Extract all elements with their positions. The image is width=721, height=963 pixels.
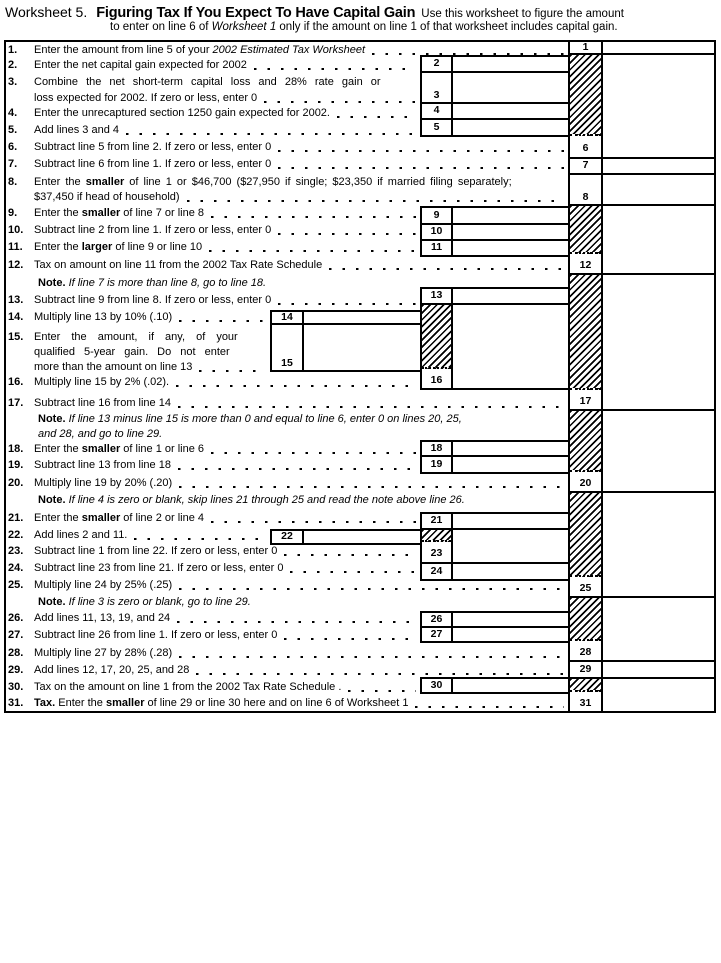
line-25-text	[34, 579, 566, 592]
line-8-text	[34, 176, 566, 189]
dot-leader	[264, 101, 416, 104]
line-25-note	[38, 596, 566, 609]
line-text-runs	[34, 346, 230, 359]
plain-text: of line 9 or line 10	[112, 241, 203, 253]
line-number-27: 27.	[8, 629, 24, 641]
dot-leader	[179, 588, 564, 591]
emphasis-text: smaller	[81, 443, 121, 455]
title-line2-pre: to enter on line 6 of	[110, 21, 212, 33]
line-text-runs	[34, 331, 238, 344]
line-31-text	[34, 697, 566, 710]
box-label-19: 19	[430, 457, 443, 470]
entry-cell-1[interactable]	[603, 40, 714, 53]
line-number-20: 20.	[8, 477, 24, 489]
line-text-runs	[34, 76, 381, 89]
entry-cell-24[interactable]	[453, 562, 566, 579]
dot-leader	[178, 468, 416, 471]
box-label-1: 1	[582, 40, 589, 53]
line-22-text	[34, 529, 268, 542]
line-20-note	[38, 494, 566, 507]
dot-leader	[196, 673, 564, 676]
plain-text: Subtract line 16 from line 14	[34, 397, 171, 409]
line-text-runs	[34, 612, 170, 625]
no-entry-hatch	[570, 493, 601, 577]
line-text-runs	[34, 224, 271, 237]
line-number-18: 18.	[8, 443, 24, 455]
line-number-28: 28.	[8, 647, 24, 659]
plain-text: of line 1 or line 6	[120, 443, 205, 455]
dot-leader	[290, 571, 416, 574]
line-text-runs	[34, 629, 277, 642]
plain-text: Enter the	[58, 697, 106, 709]
line-number-21: 21.	[8, 512, 24, 524]
line-number-7: 7.	[8, 158, 18, 170]
box-label-28: 28	[579, 645, 592, 658]
plain-text: Subtract line 6 from line 1. If zero or less, enter 0	[34, 158, 272, 170]
plain-text: Enter the	[34, 207, 82, 219]
line-number-4: 4.	[8, 107, 18, 119]
line-17-note	[38, 413, 566, 426]
line-8-text	[34, 191, 566, 204]
dot-leader	[134, 538, 266, 541]
line-28-text	[34, 647, 566, 660]
box-label-4: 4	[433, 104, 440, 116]
box-label-24: 24	[430, 564, 443, 577]
line-number-19: 19.	[8, 459, 24, 471]
dot-leader	[278, 150, 564, 153]
line-number-29: 29.	[8, 664, 24, 676]
plain-text: Enter the amount, if any, of your	[34, 331, 238, 343]
plain-text: qualified 5-year gain. Do not enter	[34, 346, 230, 358]
line-text-runs	[34, 176, 512, 189]
line-text-runs	[34, 529, 127, 542]
line-29-text	[34, 664, 566, 677]
entry-cell-23[interactable]	[453, 544, 566, 562]
line-text-runs	[34, 259, 322, 272]
line-number-8: 8.	[8, 176, 18, 188]
line-text-runs	[34, 361, 192, 374]
dot-leader	[126, 133, 416, 136]
line-text-runs	[34, 443, 204, 456]
box-group-rule	[420, 472, 568, 474]
line-17-text	[34, 397, 566, 410]
title-main: Figuring Tax If You Expect To Have Capital Gain	[96, 5, 416, 21]
plain-text: of line 2 or line 4	[120, 512, 205, 524]
line-number-30: 30.	[8, 681, 24, 693]
line-7-text	[34, 158, 566, 171]
no-entry-hatch	[422, 530, 451, 542]
line-3-text	[34, 92, 418, 105]
line-text-runs	[34, 376, 169, 389]
plain-text: Tax on the amount on line 1 from the 2002 Tax Rate Schedule .	[34, 681, 342, 693]
dot-leader	[179, 320, 266, 323]
box-label-7: 7	[582, 159, 589, 171]
plain-text: Subtract line 9 from line 8. If zero or less, enter 0	[34, 294, 272, 306]
line-12-text	[34, 259, 566, 272]
no-entry-hatch	[422, 305, 451, 369]
entry-cell-9[interactable]	[453, 206, 566, 223]
box-label-17: 17	[579, 394, 592, 407]
emphasis-text: Note.	[38, 413, 69, 425]
box-label-8: 8	[582, 191, 589, 203]
worksheet-number-label: Worksheet 5.	[5, 4, 88, 20]
plain-text: Multiply line 15 by 2% (.02).	[34, 376, 170, 388]
entry-cell-19[interactable]	[453, 455, 566, 472]
entry-cell-11[interactable]	[453, 239, 566, 255]
line-number-14: 14.	[8, 311, 24, 323]
line-19-text	[34, 459, 418, 472]
line-number-16: 16.	[8, 376, 24, 388]
plain-text: Add lines 3 and 4	[34, 124, 120, 136]
entry-cell-7[interactable]	[603, 157, 714, 173]
box-label-18: 18	[430, 441, 443, 454]
line-text-runs	[34, 294, 271, 307]
line-text-runs	[34, 477, 172, 490]
line-number-25: 25.	[8, 579, 24, 591]
line-text-runs	[34, 207, 204, 220]
entry-cell-14[interactable]	[304, 310, 418, 323]
emphasis-text: smaller	[81, 512, 121, 524]
line-6-text	[34, 141, 566, 154]
plain-text: Enter the	[34, 241, 82, 253]
italic-text: 2002 Estimated Tax Worksheet	[212, 44, 365, 56]
plain-text: of line 1 or $46,700 ($27,950 if single; $23,350 if married filing separately;	[124, 176, 512, 188]
box-label-23: 23	[430, 547, 443, 559]
entry-cell-6[interactable]	[603, 138, 714, 157]
line-text-runs	[34, 664, 189, 677]
line-23-text	[34, 545, 418, 558]
box-label-30: 30	[430, 678, 443, 691]
line-text-runs	[38, 277, 266, 290]
line-text-runs	[34, 697, 408, 710]
box-label-3: 3	[433, 89, 440, 101]
line-text-runs	[34, 562, 283, 575]
dot-leader	[254, 68, 416, 71]
line-text-runs	[38, 428, 162, 441]
box-label-14: 14	[281, 310, 293, 323]
line-26-text	[34, 612, 418, 625]
line-number-26: 26.	[8, 612, 24, 624]
dot-leader	[372, 53, 564, 56]
box-group-rule	[270, 370, 420, 372]
plain-text: Add lines 12, 17, 20, 25, and 28	[34, 664, 190, 676]
plain-text: $37,450 if head of household)	[34, 191, 180, 203]
no-entry-hatch	[570, 411, 601, 472]
dot-leader	[199, 370, 266, 373]
entry-cell-4[interactable]	[453, 102, 566, 118]
title-line2-worksheet1: Worksheet 1	[211, 21, 277, 33]
box-label-16: 16	[430, 373, 443, 386]
line-15-text	[34, 361, 268, 374]
line-12-note	[38, 277, 566, 290]
entry-cell-20[interactable]	[603, 474, 714, 491]
box-label-11: 11	[430, 241, 443, 253]
dot-leader	[211, 521, 416, 524]
box-group-rule	[420, 388, 568, 390]
entry-cell-18[interactable]	[453, 440, 566, 455]
line-text-runs	[38, 494, 465, 507]
line-text-runs	[34, 545, 277, 558]
line-number-9: 9.	[8, 207, 18, 219]
line-number-15: 15.	[8, 331, 24, 343]
plain-text: Enter the amount from line 5 of your	[34, 44, 213, 56]
entry-cell-17[interactable]	[603, 392, 714, 409]
box-label-20: 20	[579, 476, 592, 489]
plain-text: Multiply line 13 by 10% (.10)	[34, 311, 173, 323]
entry-cell-27[interactable]	[453, 626, 566, 641]
plain-text: Multiply line 19 by 20% (.20)	[34, 477, 173, 489]
plain-text: Subtract line 26 from line 1. If zero or less, enter 0	[34, 629, 278, 641]
dot-leader	[284, 554, 416, 557]
entry-cell-3[interactable]	[453, 71, 566, 102]
entry-cell-29[interactable]	[603, 660, 714, 677]
emphasis-text: Note.	[38, 494, 69, 506]
plain-text: Add lines 11, 13, 19, and 24	[34, 612, 171, 624]
line-16-text	[34, 376, 418, 389]
dot-leader	[348, 690, 416, 693]
plain-text: Enter the unrecaptured section 1250 gain expected for 2002.	[34, 107, 330, 119]
line-number-3: 3.	[8, 76, 18, 88]
dot-leader	[415, 706, 564, 709]
plain-text: Multiply line 27 by 28% (.28)	[34, 647, 173, 659]
line-27-text	[34, 629, 418, 642]
line-text-runs	[38, 596, 251, 609]
line-15-text	[34, 331, 268, 344]
italic-text: If line 4 is zero or blank, skip lines 21 through 25 and read the note above line 26.	[68, 494, 465, 506]
line-number-22: 22.	[8, 529, 24, 541]
entry-cell-28[interactable]	[603, 643, 714, 660]
line-text-runs	[34, 681, 341, 694]
plain-text: Enter the	[34, 443, 82, 455]
box-label-25: 25	[579, 581, 592, 594]
box-label-29: 29	[579, 662, 592, 675]
line-number-23: 23.	[8, 545, 24, 557]
dot-leader	[211, 216, 416, 219]
box-label-9: 9	[433, 208, 440, 221]
line-number-2: 2.	[8, 59, 18, 71]
line-text-runs	[34, 459, 171, 472]
box-label-27: 27	[430, 627, 443, 640]
plain-text: Subtract line 5 from line 2. If zero or less, enter 0	[34, 141, 272, 153]
line-number-17: 17.	[8, 397, 24, 409]
no-entry-hatch	[570, 206, 601, 254]
worksheet-title	[5, 4, 624, 21]
line-20-text	[34, 477, 566, 490]
line-text-runs	[38, 413, 462, 426]
line-number-5: 5.	[8, 124, 18, 136]
line-1-text	[34, 44, 566, 57]
line-text-runs	[34, 579, 172, 592]
line-text-runs	[34, 158, 271, 171]
no-entry-hatch	[570, 275, 601, 390]
dot-leader	[179, 486, 564, 489]
plain-text: of line 29 or line 30 here and on line 6 of Worksheet 1	[144, 697, 409, 709]
dot-leader	[278, 303, 416, 306]
box-group-rule	[420, 255, 568, 257]
plain-text: Tax on amount on line 11 from the 2002 Tax Rate Schedule	[34, 259, 323, 271]
emphasis-text: Note.	[38, 596, 69, 608]
line-text-runs	[34, 44, 365, 57]
title-line2	[110, 21, 618, 33]
no-entry-hatch	[570, 598, 601, 641]
line-11-text	[34, 241, 418, 254]
box-group-rule	[420, 692, 568, 694]
plain-text: loss expected for 2002. If zero or less, enter 0	[34, 92, 258, 104]
box-group-rule	[420, 135, 568, 137]
dot-leader	[177, 621, 416, 624]
entry-cell-16[interactable]	[453, 371, 566, 388]
emphasis-text: Note.	[38, 277, 69, 289]
plain-text: Multiply line 24 by 25% (.25)	[34, 579, 173, 591]
entry-cell-12[interactable]	[603, 256, 714, 273]
box-label-12: 12	[579, 258, 592, 271]
dot-leader	[284, 638, 416, 641]
box-label-5: 5	[433, 120, 440, 133]
entry-cell-2[interactable]	[453, 55, 566, 71]
line-number-12: 12.	[8, 259, 24, 271]
dot-leader	[337, 116, 416, 119]
plain-text: Add lines 2 and 11.	[34, 529, 128, 541]
box-label-6: 6	[582, 141, 589, 154]
plain-text: Combine the net short-term capital loss and 28% rate gain or	[34, 76, 381, 88]
line-text-runs	[34, 311, 172, 324]
line-17-note	[38, 428, 566, 441]
dot-leader	[278, 167, 564, 170]
line-5-text	[34, 124, 418, 137]
italic-text: and 28, and go to line 29.	[38, 428, 163, 440]
line-4-text	[34, 107, 418, 120]
dot-leader	[187, 200, 564, 203]
entry-cell-15[interactable]	[304, 354, 418, 370]
title-line2-post: only if the amount on line 1 of that worksheet includes capital gain.	[276, 21, 618, 33]
no-entry-hatch	[570, 55, 601, 136]
box-label-2: 2	[433, 57, 440, 69]
line-3-text	[34, 76, 418, 89]
line-13-text	[34, 294, 418, 307]
line-number-6: 6.	[8, 141, 18, 153]
no-entry-hatch	[570, 679, 601, 692]
plain-text: Enter the net capital gain expected for 2002	[34, 59, 247, 71]
line-text-runs	[34, 241, 202, 254]
line-18-text	[34, 443, 418, 456]
italic-text: If line 3 is zero or blank, go to line 29.	[68, 596, 251, 608]
italic-text: If line 7 is more than line 8, go to line 18.	[68, 277, 267, 289]
plain-text: Subtract line 13 from line 18	[34, 459, 171, 471]
emphasis-text: smaller	[105, 697, 145, 709]
dot-leader	[329, 268, 564, 271]
line-text-runs	[34, 141, 271, 154]
emphasis-text: smaller	[81, 207, 121, 219]
title-intro: Use this worksheet to figure the amount	[421, 8, 624, 20]
line-21-text	[34, 512, 418, 525]
line-number-11: 11.	[8, 241, 23, 253]
box-label-15: 15	[281, 357, 293, 369]
plain-text: Enter the	[34, 176, 86, 188]
entry-cell-21[interactable]	[453, 512, 566, 528]
plain-text: Enter the	[34, 512, 82, 524]
line-text-runs	[34, 191, 180, 204]
line-number-1: 1.	[8, 44, 18, 56]
entry-cell-31[interactable]	[603, 694, 714, 711]
entry-cell-10[interactable]	[453, 223, 566, 239]
line-2-text	[34, 59, 418, 72]
box-label-26: 26	[430, 612, 443, 625]
box-label-22: 22	[281, 530, 293, 542]
entry-cell-8[interactable]	[603, 173, 714, 204]
line-text-runs	[34, 647, 172, 660]
entry-cell-5[interactable]	[453, 118, 566, 135]
dot-leader	[176, 385, 416, 388]
line-number-31: 31.	[8, 697, 24, 709]
box-group-rule	[270, 323, 420, 325]
line-number-10: 10.	[8, 224, 24, 236]
emphasis-text: Tax.	[34, 697, 59, 709]
line-15-text	[34, 346, 268, 359]
box-group-rule	[420, 641, 568, 643]
line-24-text	[34, 562, 418, 575]
line-10-text	[34, 224, 418, 237]
emphasis-text: smaller	[85, 176, 125, 188]
plain-text: Subtract line 1 from line 22. If zero or less, enter 0	[34, 545, 278, 557]
plain-text: Subtract line 2 from line 1. If zero or less, enter 0	[34, 224, 272, 236]
line-text-runs	[34, 512, 204, 525]
plain-text: Subtract line 23 from line 21. If zero or less, enter 0	[34, 562, 284, 574]
entry-cell-22[interactable]	[304, 529, 418, 543]
line-number-24: 24.	[8, 562, 24, 574]
entry-cell-25[interactable]	[603, 579, 714, 596]
emphasis-text: larger	[81, 241, 113, 253]
box-label-13: 13	[430, 289, 443, 301]
line-text-runs	[34, 92, 257, 105]
plain-text: of line 7 or line 8	[120, 207, 205, 219]
box-label-31: 31	[579, 696, 592, 709]
line-text-runs	[34, 397, 171, 410]
box-label-21: 21	[430, 514, 443, 526]
line-text-runs	[34, 107, 330, 120]
entry-cell-30[interactable]	[453, 677, 566, 692]
dot-leader	[209, 250, 416, 253]
line-14-text	[34, 311, 268, 324]
line-text-runs	[34, 124, 119, 137]
entry-cell-26[interactable]	[453, 611, 566, 626]
dot-leader	[179, 656, 564, 659]
plain-text: more than the amount on line 13	[34, 361, 193, 373]
dot-leader	[178, 406, 564, 409]
box-label-10: 10	[430, 225, 443, 237]
italic-text: If line 13 minus line 15 is more than 0 and equal to line 6, enter 0 on lines 20, 25,	[68, 413, 462, 425]
dot-leader	[278, 233, 416, 236]
line-30-text	[34, 681, 418, 694]
line-text-runs	[34, 59, 247, 72]
dot-leader	[211, 452, 416, 455]
line-9-text	[34, 207, 418, 220]
line-number-13: 13.	[8, 294, 24, 306]
